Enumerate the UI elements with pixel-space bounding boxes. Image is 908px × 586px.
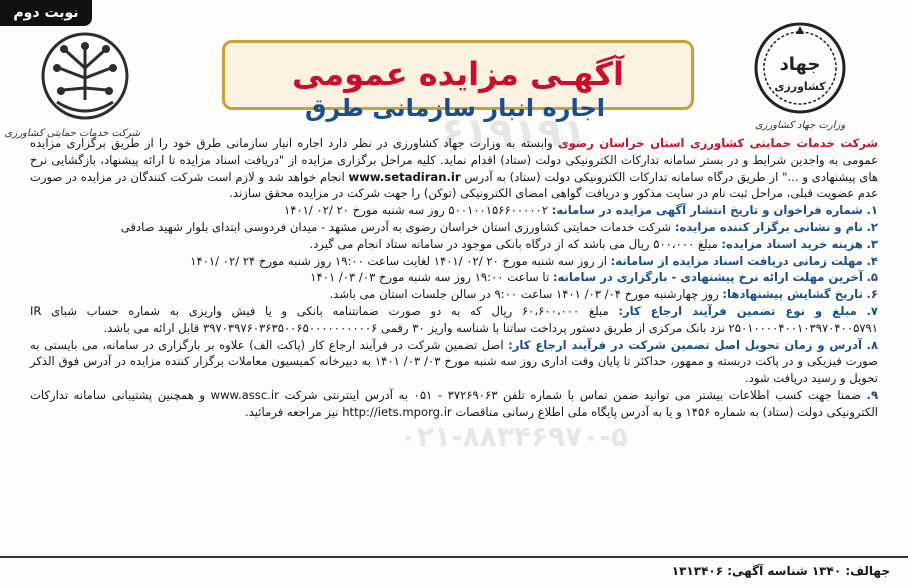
item-number: ۱. <box>866 203 878 218</box>
item-text: ضمنا جهت کسب اطلاعات بیشتر می توانید ضمن تماس با شماره تلفن ۳۷۲۶۹۰۶۳ - ۰۵۱ به آدرس اینترنتی شرکت www.assc.ir و همچنین پشتیبانی سامانه تدارکات الکترونیکی دولت (ستاد) به شماره ۱۴۵۶ و یا به آدرس پایگاه ملی اطلاع رسانی مناقصات http://iets.mporg.ir نیز مراجعه فرمائید. <box>30 387 878 419</box>
item-number: ۳. <box>866 236 878 251</box>
intro-text-1: وابسته به وزارت جهاد کشاورزی در نظر دارد اجاره انبار سازمانی طرق خود را از طریق برگزاری مزایده عمومی به واجدین شرایط و در بستر سامانه تدارکات الکترونیکی دولت (ستاد) اقدام نماید. کلیه مراحل برگزاری مزایده از "دریافت اسناد مزایده تا ارائه پیشنهاد، بازگشایی نرخ های پیشنهادی و ..." از طریق درگاه سامانه تدارکات الکترونیکی دولت (ستاد) به آدرس <box>30 136 878 184</box>
item-number: ۶. <box>866 287 878 302</box>
item-number: ۷. <box>866 303 878 318</box>
item-heading: آخرین مهلت ارائه نرخ پیشنهادی - بارگزاری در سامانه: <box>552 270 863 285</box>
item-1 <box>30 202 878 219</box>
item-3 <box>30 236 878 253</box>
watermark-line-2: ۰۲۱-۸۸۳۴۶۹۷۰-۵ <box>399 420 628 453</box>
item-9 <box>30 387 878 421</box>
item-2 <box>30 219 878 236</box>
item-heading: تاریخ گشایش پیشنهادها: <box>722 287 863 302</box>
ad-subtitle: اجاره انبار سازمانی طرق <box>304 94 606 122</box>
wheat-emblem-icon <box>37 28 133 124</box>
item-heading: مبلغ و نوع تضمین فرآیند ارجاع کار: <box>618 303 857 318</box>
intro-paragraph <box>30 135 878 202</box>
item-heading: شماره فراخوان و تاریخ انتشار آگهی مزایده در سامانه: <box>551 203 863 218</box>
item-number: ۹. <box>866 387 879 402</box>
item-4 <box>30 253 878 270</box>
footer-ids: جهالف: ۱۳۴۰ شناسه آگهی: ۱۳۱۳۴۰۶ <box>671 564 890 578</box>
logo-word-jahad: جهاد <box>779 54 821 75</box>
support-company-logo <box>4 28 140 140</box>
item-number: ۸. <box>866 337 879 352</box>
item-heading: آدرس و زمان تحویل اصل تضمین شرکت در فرآیند ارجاع کار: <box>508 337 863 352</box>
setad-url[interactable]: www.setadiran.ir <box>348 169 461 184</box>
item-5 <box>30 269 878 286</box>
footer-bar <box>0 556 908 586</box>
item-number: ۴. <box>866 253 878 268</box>
jahad-emblem-icon <box>752 20 848 116</box>
round-badge: نوبت دوم <box>0 0 92 26</box>
watermark-line-1: ۶۱۹۱۹۱ <box>440 110 587 156</box>
item-8 <box>30 337 878 387</box>
logo-word-agriculture: کشاورزی <box>774 80 826 93</box>
item-text: اصل تضمین شرکت در فرآیند ارجاع کار (پاکت الف) علاوه بر بارگزاری در سامانه، می بایستی به صورت فیزیکی و در پاکت دربسته و ممهور، حداکثر تا پایان وقت اداری روز سه شنبه مورخ ۰۳/ ۰۳/ ۱۴۰۱ به دبیرخانه کمیسیون معاملات برگزار کننده مزایده در آدرس فوق الذکر تحویل و رسید دریافت شود. <box>30 337 879 386</box>
ministry-logo <box>750 20 850 144</box>
item-text: روز چهارشنبه مورخ ۰۴/ ۰۳/ ۱۴۰۱ ساعت ۹:۰۰ در سالن جلسات استان می باشد. <box>329 287 723 302</box>
company-name: شرکت خدمات حمایتی کشاورزی استان خراسان رضوی <box>557 136 878 150</box>
support-company-caption: شرکت خدمات حمایتی کشاورزی <box>4 128 140 139</box>
item-heading: نام و نشانی برگزار کننده مزایده: <box>674 219 863 234</box>
item-6 <box>30 286 878 303</box>
intro-text-2: انجام خواهد شد و لازم است شرکت کنندگان در مزایده در صورت عدم عضویت قبلی، مراحل ثبت نام در سایت مذکور و دریافت گواهی امضای الکترونیکی (توکن) را جهت شرکت در مزایده محقق سازند. <box>30 169 878 201</box>
item-text: از روز سه شنبه مورخ ۲۰ /۰۲ /۱۴۰۱ لغایت ساعت ۱۹:۰۰ روز شنبه مورخ ۲۴ /۰۲ /۱۴۰۱ <box>190 253 611 268</box>
ministry-caption: وزارت جهاد کشاورزی <box>754 120 846 131</box>
item-number: ۲. <box>866 219 878 234</box>
item-text: مبلغ ۶۰،۶۰۰،۰۰۰ ریال که به دو صورت ضمانتنامه بانکی و یا فیش واریزی به شماره حساب شبای IR ۲۵۰۱۰۰۰۰۴۰۰۱۰۳۹۷۰۴۰۰۵۷۹۱ نزد بانک مرکزی از طریق دستور پرداخت ساتنا با شناسه واریز ۳۰ رقمی ۳۹۷۰۳۹۷۶۰۳۶۳۵۰۰۶۵۰۰۰۰۰۰۰۰۰۰۶ قابل ارائه می باشد. <box>30 303 878 335</box>
item-7 <box>30 303 878 337</box>
ad-body <box>30 135 878 546</box>
ad-title: آگهـی مزایده عمومی <box>292 55 624 93</box>
item-text: مبلغ ۵۰۰،۰۰۰ ریال می باشد که از درگاه بانکی موجود در سامانه ستاد انجام می گیرد. <box>309 236 722 251</box>
item-heading: مهلت زمانی دریافت اسناد مزایده از سامانه: <box>610 253 863 268</box>
item-text: شرکت خدمات حمایتی کشاورزی استان خراسان رضوی به آدرس مشهد - میدان فردوسی ابتدای بلوار شهید صادقی <box>120 219 675 234</box>
item-number: ۵. <box>866 270 878 285</box>
item-text: ۵۰۰۱۰۰۱۵۶۶۰۰۰۰۰۲ روز سه شنبه مورخ ۲۰ /۰۲ /۱۴۰۱ <box>283 203 552 218</box>
item-heading: هزینه خرید اسناد مزایده: <box>721 236 863 251</box>
item-text: تا ساعت ۱۹:۰۰ روز سه شنبه مورخ ۰۳/ ۰۳/ ۱۴۰۱ <box>310 270 553 285</box>
